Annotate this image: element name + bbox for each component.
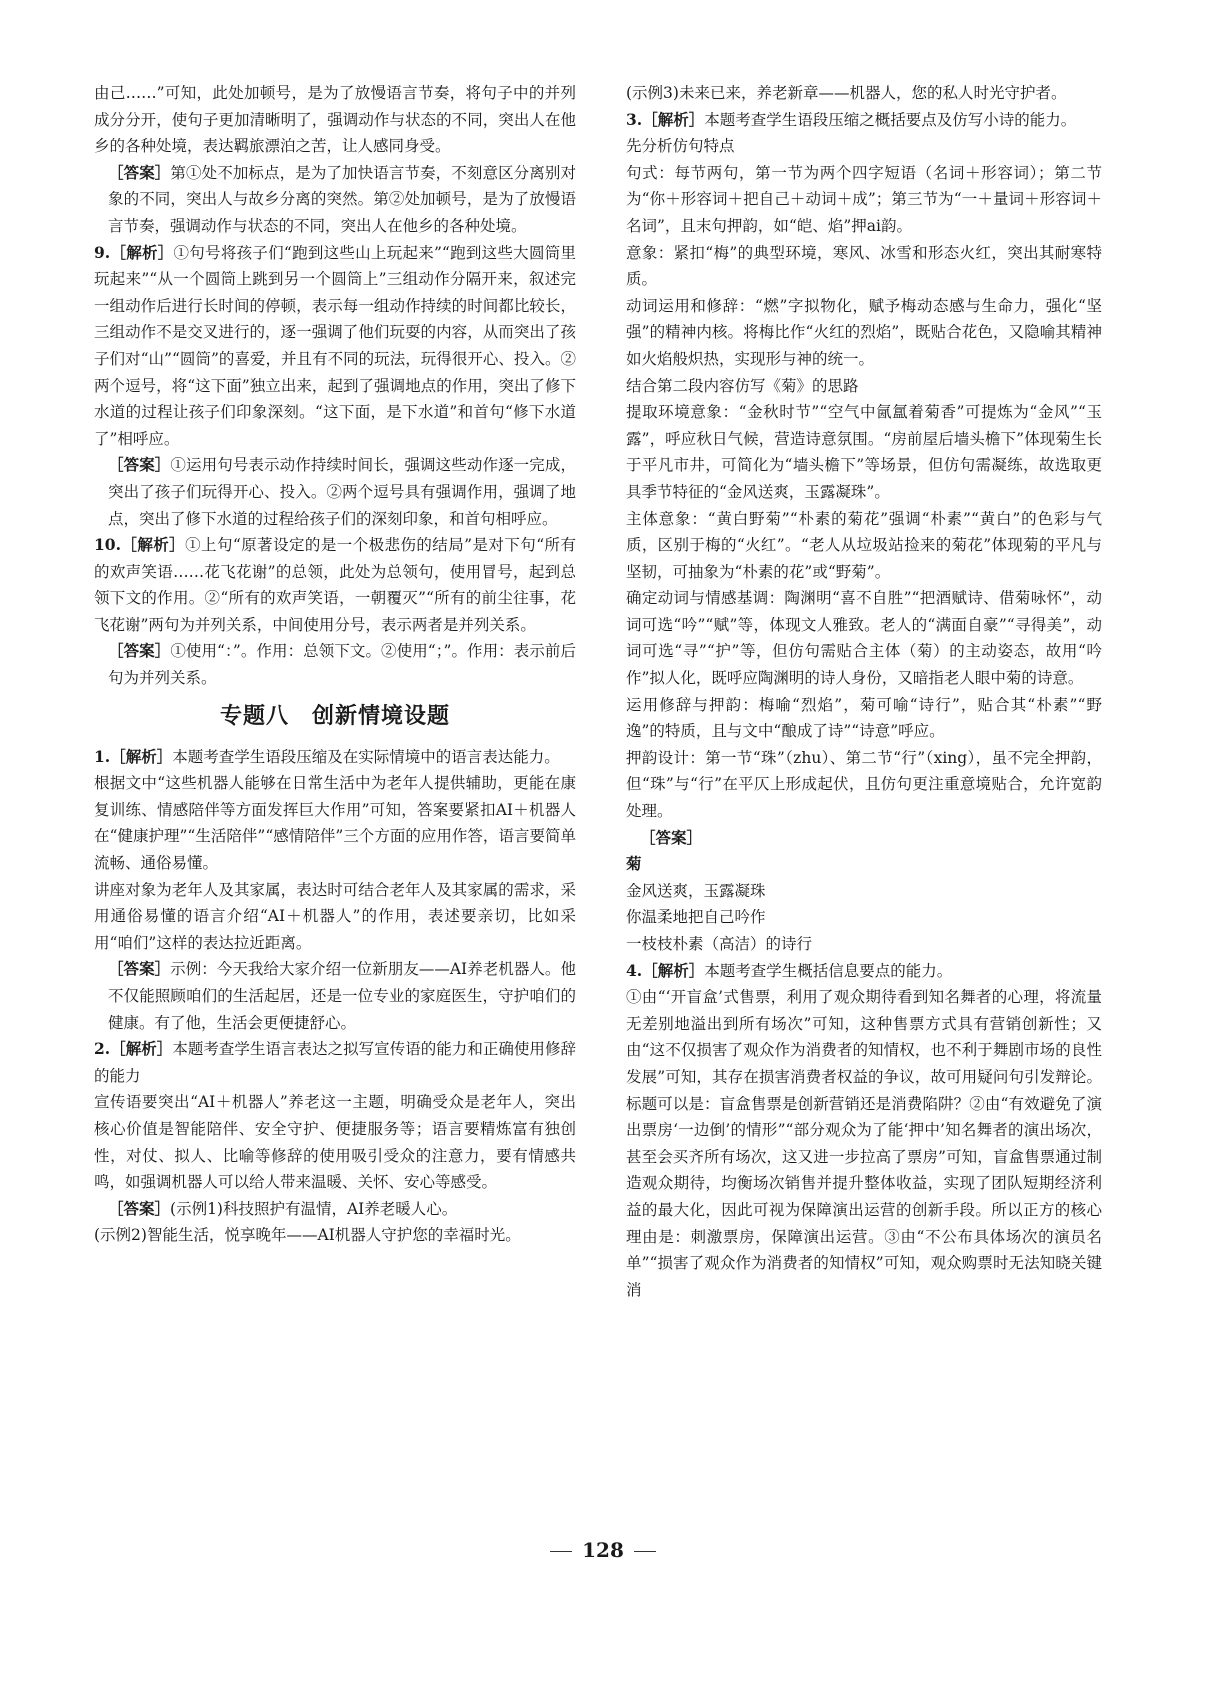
poem-title: 菊 xyxy=(626,854,642,874)
cont-answer xyxy=(94,160,576,240)
footer-rule-left xyxy=(550,1551,572,1552)
answer-tag: ［答案］ xyxy=(108,162,171,182)
footer-rule-right xyxy=(634,1551,656,1552)
s3-para-8: 押韵设计：第一节“珠”（zhu）、第二节“行”（xing），虽不完全押韵，但“珠”与“行”在平仄上形成起伏，且仿句更注重意境贴合，允许宽韵处理。 xyxy=(626,748,1102,821)
s2-answer-1 xyxy=(94,1196,576,1223)
answer-tag: ［答案］ xyxy=(108,959,171,979)
analysis-tag: ［解析］ xyxy=(110,1039,173,1059)
answer-text: ①运用句号表示动作持续时间长，强调这些动作逐一完成，突出了孩子们玩得开心、投入。②两个逗号具有强调作用，强调了地点，突出了修下水道的过程给孩子们的深刻印象，和首句相呼应。 xyxy=(108,456,576,528)
analysis-text: 本题考查学生语言表达之拟写宣传语的能力和正确使用修辞的能力 xyxy=(94,1040,576,1085)
s3-para-6: 确定动词与情感基调：陶渊明“喜不自胜”“把酒赋诗、借菊咏怀”，动词可选“吟”“赋”等，体现文人雅致。老人的“满面自豪”“寻得美”，动词可选“寻”“护”等，但仿句需贴合主体（菊）的主动姿态，故用“吟作”拟人化，既呼应陶渊明的诗人身份，又暗指老人眼中菊的诗意。 xyxy=(626,589,1102,688)
analysis-text: ①句号将孩子们“跑到这些山上玩起来”“跑到这些大圆筒里玩起来”“从一个圆筒上跳到另一个圆筒上”三组动作分隔开来，叙述完一组动作后进行长时间的停顿，表示每一组动作持续的时间都比较长，三组动作不是交叉进行的，逐一强调了他们玩耍的内容，从而突出了孩子们对“山”“圆筒”的喜爱，并且有不同的玩法，玩得很开心、投入。②两个逗号，将“这下面”独立出来，起到了强调地点的作用，突出了修下水道的过程让孩子们印象深刻。“这下面，是下水道”和首句“修下水道了”相呼应。 xyxy=(94,243,576,448)
s2-para-1: 宣传语要突出“AI＋机器人”养老这一主题，明确受众是老年人，突出核心价值是智能陪伴、安全守护、便捷服务等；语言要精炼富有独创性，对仗、拟人、比喻等修辞的使用吸引受众的注意力，要有情感共鸣，如强调机器人可以给人带来温暖、关怀、安心等感受。 xyxy=(94,1093,576,1192)
s3-answer xyxy=(626,825,1102,852)
s4-para-1: ①由“‘开盲盒’式售票，利用了观众期待看到知名舞者的心理，将流量无差别地溢出到所有场次”可知，这种售票方式具有营销创新性；又由“这不仅损害了观众作为消费者的知情权，也不利于舞剧市场的良性发展”可知，其存在损害消费者权益的争议，故可用疑问句引发辩论。标题可以是：盲盒售票是创新营销还是消费陷阱？②由“有效避免了演出票房‘一边倒’的情形”“部分观众为了能‘押中’知名舞者的演出场次，甚至会买齐所有场次，这又进一步拉高了票房”可知，盲盒售票通过制造观众期待，均衡场次销售并提升整体收益，实现了团队短期经济利益的最大化，因此可视为保障演出运营的创新手段。所以正方的核心理由是：刺激票房，保障演出运营。③由“不公布具体场次的演员名单”“损害了观众作为消费者的知情权”可知，观众购票时无法知晓关键消 xyxy=(626,988,1102,1299)
s2-analysis xyxy=(94,1036,576,1089)
s3-para-1: 句式：每节两句，第一节为两个四字短语（名词＋形容词）；第二节为“你＋形容词＋把自己＋动词＋成”；第三节为“一＋量词＋形容词＋名词”，且末句押韵，如“皑、焰”押ai韵。 xyxy=(626,163,1102,235)
answer-text: 示例：今天我给大家介绍一位新朋友——AI养老机器人。他不仅能照顾咱们的生活起居，还是一位专业的家庭医生，守护咱们的健康。有了他，生活会更便捷舒心。 xyxy=(108,960,576,1032)
s3-analysis xyxy=(626,107,1102,134)
q10-analysis xyxy=(94,532,576,638)
s3-subheading-2: 结合第二段内容仿写《菊》的思路 xyxy=(626,376,859,395)
poem-line: 一枝枝朴素（高洁）的诗行 xyxy=(626,935,813,953)
right-column xyxy=(626,80,1102,1303)
page-number: 128 xyxy=(582,1538,624,1562)
s3-para-3: 动词运用和修辞：“燃”字拟物化，赋予梅动态感与生命力，强化“坚强”的精神内核。将梅比作“火红的烈焰”，既贴合花色，又隐喻其精神如火焰般炽热，实现形与神的统一。 xyxy=(626,296,1102,368)
q9-analysis xyxy=(94,240,576,453)
analysis-text: 本题考查学生语段压缩及在实际情境中的语言表达能力。 xyxy=(172,747,560,766)
q9-answer xyxy=(94,452,576,532)
left-column xyxy=(94,80,576,1249)
question-number: 4. xyxy=(626,960,643,980)
s1-analysis xyxy=(94,744,576,771)
answer-tag: ［答案］ xyxy=(108,455,171,475)
s3-para-4: 提取环境意象：“金秋时节”“空气中氤氲着菊香”可提炼为“金风”“玉露”，呼应秋日气候，营造诗意氛围。“房前屋后墙头檐下”体现菊生长于平凡市井，可简化为“墙头檐下”等场景，但仿句需凝练，故选取更具季节特征的“金风送爽，玉露凝珠”。 xyxy=(626,403,1102,501)
analysis-text: 本题考查学生语段压缩之概括要点及仿写小诗的能力。 xyxy=(704,110,1077,129)
answer-text: 第①处不加标点，是为了加快语言节奏，不刻意区分离别对象的不同，突出人与故乡分离的突然。第②处加顿号，是为了放慢语言节奏，强调动作与状态的不同，突出人在他乡的各种处境。 xyxy=(108,163,576,235)
poem-line: 你温柔地把自己吟作 xyxy=(626,908,766,927)
answer-text: (示例1)科技照护有温情，AI养老暖人心。 xyxy=(170,1199,458,1218)
analysis-tag: ［解析］ xyxy=(120,535,186,555)
s4-analysis xyxy=(626,958,1102,985)
s1-para-1: 根据文中“这些机器人能够在日常生活中为老年人提供辅助，更能在康复训练、情感陪伴等方面发挥巨大作用”可知，答案要紧扣AI＋机器人在“健康护理”“生活陪伴”“感情陪伴”三个方面的应用作答，语言要简单流畅、通俗易懂。 xyxy=(94,774,576,873)
analysis-tag: ［解析］ xyxy=(110,242,174,262)
answer-text: ①使用“：”。作用：总领下文。②使用“；”。作用：表示前后句为并列关系。 xyxy=(108,642,576,688)
question-number: 3. xyxy=(626,109,643,129)
analysis-tag: ［解析］ xyxy=(110,746,173,766)
s2-answer-3: (示例3)未来已来，养老新章——机器人，您的私人时光守护者。 xyxy=(626,84,1067,102)
answer-tag: ［答案］ xyxy=(108,641,171,661)
analysis-tag: ［解析］ xyxy=(642,960,705,980)
s1-answer xyxy=(94,956,576,1036)
question-number: 9. xyxy=(94,242,111,262)
analysis-tag: ［解析］ xyxy=(642,109,705,129)
section-title: 专题八 创新情境设题 xyxy=(219,703,450,729)
s3-para-7: 运用修辞与押韵：梅喻“烈焰”，菊可喻“诗行”，贴合其“朴素”“野逸”的特质，且与文中“酿成了诗”“诗意”呼应。 xyxy=(626,695,1102,741)
s3-para-5: 主体意象：“黄白野菊”“朴素的菊花”强调“朴素”“黄白”的色彩与气质，区别于梅的“火红”。“老人从垃圾站捡来的菊花”体现菊的平凡与坚韧，可抽象为“朴素的花”或“野菊”。 xyxy=(626,509,1102,581)
analysis-text: 本题考查学生概括信息要点的能力。 xyxy=(704,961,953,980)
cont-analysis: 由己……”可知，此处加顿号，是为了放慢语言节奏，将句子中的并列成分分开，使句子更加清晰明了，强调动作与状态的不同，突出人在他乡的各种处境，表达羁旅漂泊之苦，让人感同身受。 xyxy=(94,84,576,156)
page-footer xyxy=(0,1538,1206,1562)
q10-answer xyxy=(94,638,576,691)
question-number: 10. xyxy=(94,535,121,555)
question-number: 1. xyxy=(94,746,111,766)
s2-answer-2: (示例2)智能生活，悦享晚年——AI机器人守护您的幸福时光。 xyxy=(94,1226,521,1245)
s3-subheading-1: 先分析仿句特点 xyxy=(626,137,735,156)
answer-tag: ［答案］ xyxy=(640,827,703,847)
answer-tag: ［答案］ xyxy=(108,1198,171,1218)
analysis-text: ①上句“原著设定的是一个极悲伤的结局”是对下句“所有的欢声笑语……花飞花谢”的总领，此处为总领句，使用冒号，起到总领下文的作用。②“所有的欢声笑语，一朝覆灭”“所有的前尘往事，花飞花谢”两句为并列关系，中间使用分号，表示两者是并列关系。 xyxy=(94,536,576,634)
poem-line: 金风送爽，玉露凝珠 xyxy=(626,881,766,900)
question-number: 2. xyxy=(94,1039,111,1059)
s1-para-2: 讲座对象为老年人及其家属，表达时可结合老年人及其家属的需求，采用通俗易懂的语言介绍“AI＋机器人”的作用，表述要亲切，比如采用“咱们”这样的表达拉近距离。 xyxy=(94,880,576,952)
s3-para-2: 意象：紧扣“梅”的典型环境，寒风、冰雪和形态火红，突出其耐寒特质。 xyxy=(626,243,1102,289)
